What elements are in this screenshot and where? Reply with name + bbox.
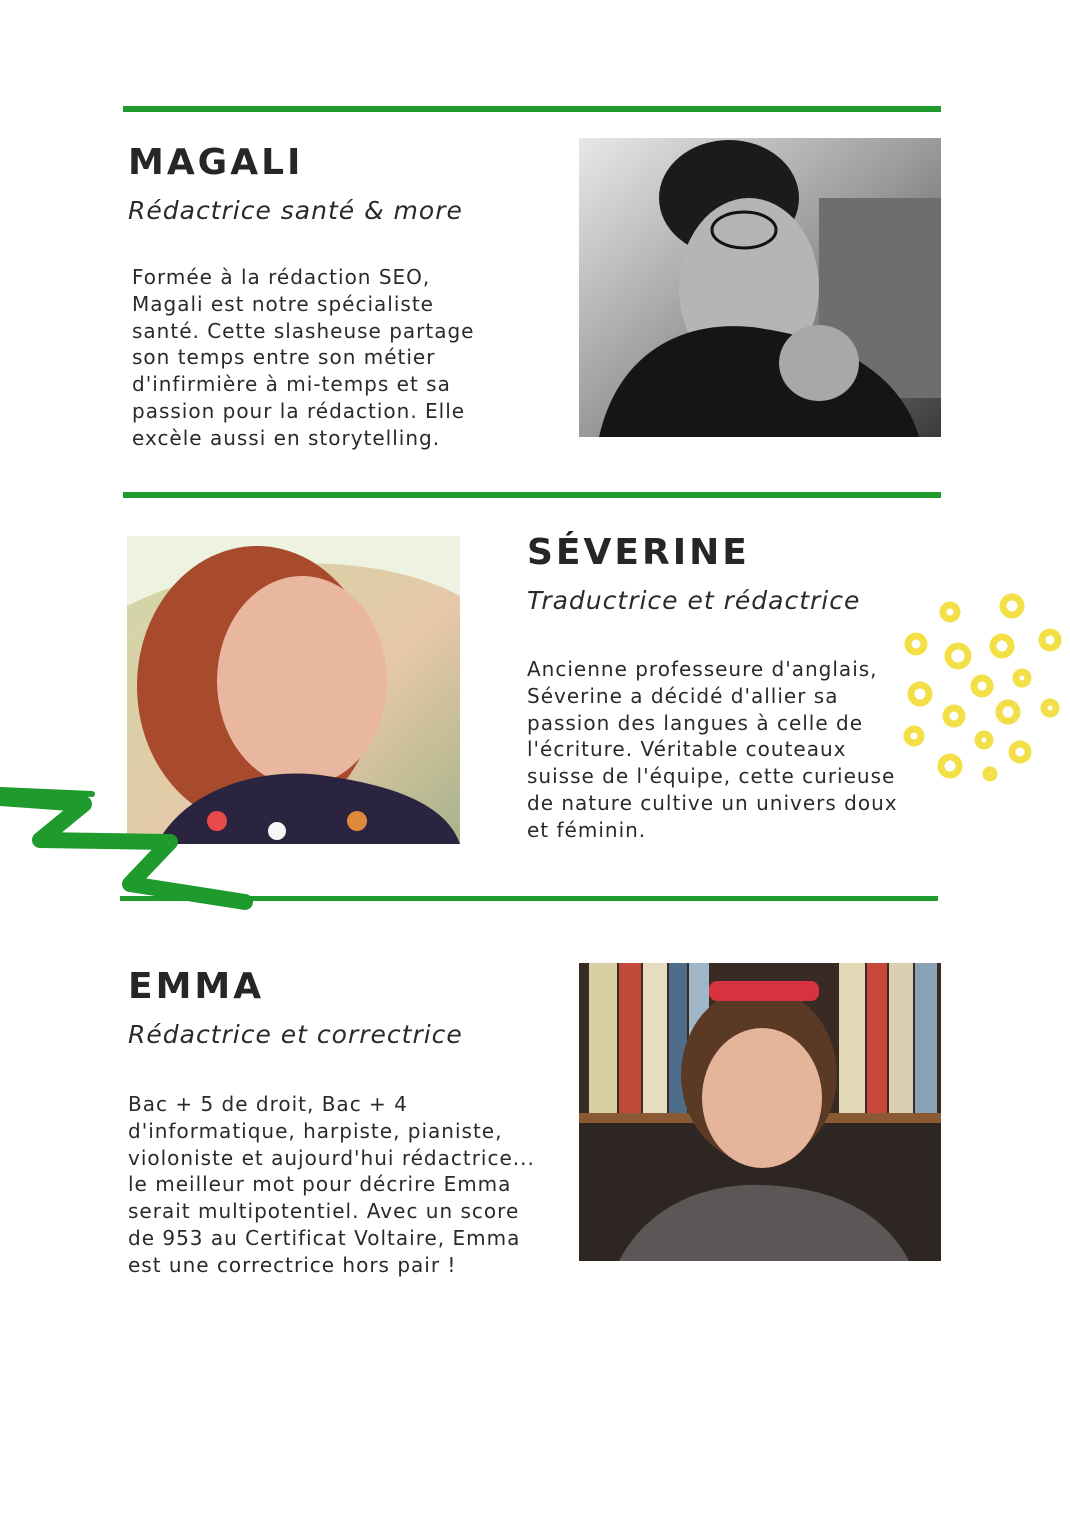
green-zigzag-decoration xyxy=(0,780,260,920)
member-role: Traductrice et rédactrice xyxy=(527,586,861,615)
member-name: MAGALI xyxy=(128,142,304,183)
member-name: SÉVERINE xyxy=(527,532,750,573)
member-bio: Ancienne professeure d'anglais, Séverine a décidé d'allier sa passion des langues à celle de l'écriture. Véritable couteaux suisse de l'équipe, cette curieuse de nature cultive un univers doux et féminin. xyxy=(527,657,898,842)
member-bio: Formée à la rédaction SEO, Magali est notre spécialiste santé. Cette slasheuse partage son temps entre son métier d'infirmière à mi-temps et sa passion pour la rédaction. Elle excèle aussi en storytelling. xyxy=(132,265,475,450)
yellow-dots-decoration xyxy=(896,590,1070,790)
member-photo-magali xyxy=(579,138,941,437)
member-role: Rédactrice santé & more xyxy=(128,196,463,225)
member-role: Rédactrice et correctrice xyxy=(128,1020,463,1049)
divider-top xyxy=(123,106,941,112)
member-name: EMMA xyxy=(128,966,265,1007)
divider-middle xyxy=(123,492,941,498)
member-photo-emma xyxy=(579,963,941,1261)
member-bio: Bac + 5 de droit, Bac + 4 d'informatique, harpiste, pianiste, violoniste et aujourd'hui rédactrice... le meilleur mot pour décrire Emma serait multipotentiel. Avec un score de 953 au Certificat Voltaire, Emma est une correctrice hors pair ! xyxy=(128,1092,535,1277)
